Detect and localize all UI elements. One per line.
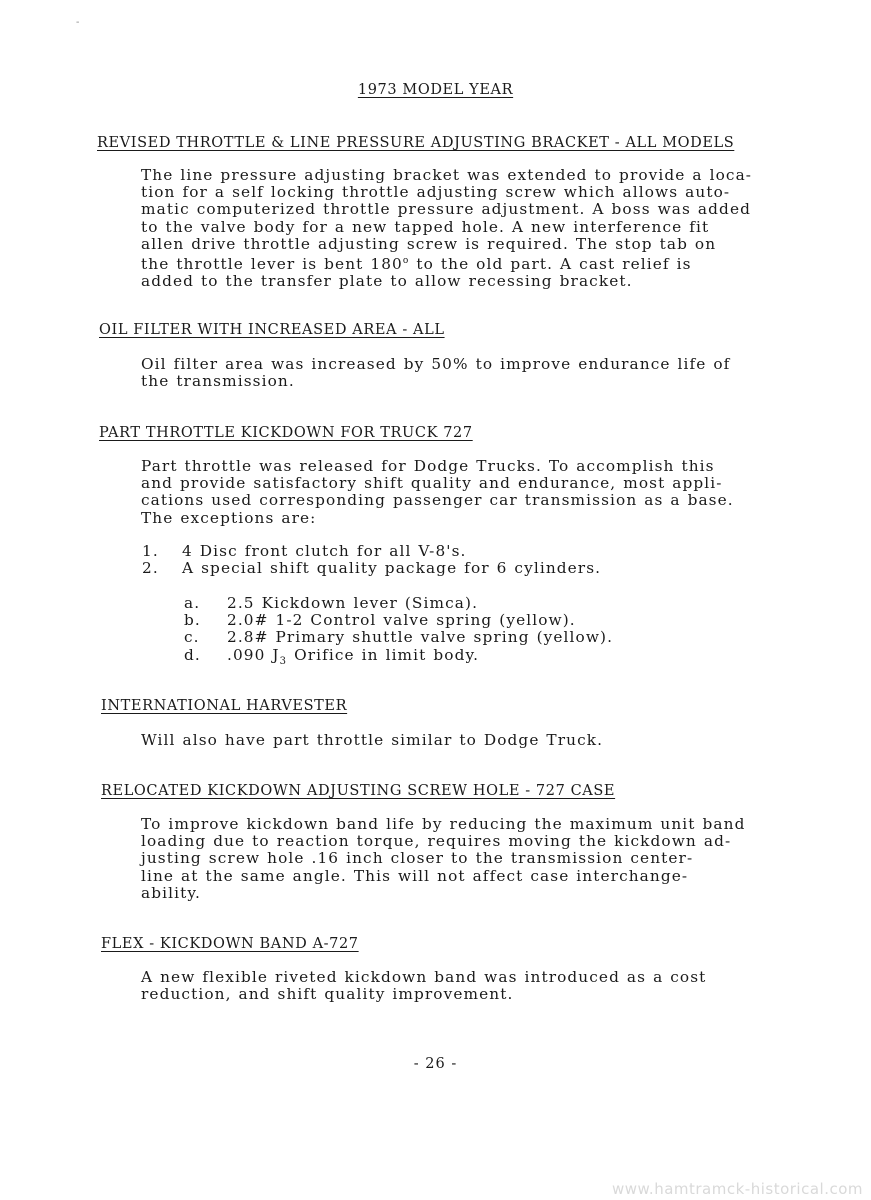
body-line: line at the same angle. This will not affect case interchange-: [141, 866, 689, 885]
body-line: Oil filter area was increased by 50% to improve endurance life of: [141, 355, 731, 373]
body-line: ability.: [141, 883, 202, 902]
list-item-text: .090 J: [227, 645, 280, 664]
body-line: the transmission.: [141, 372, 295, 391]
body-line: reduction, and shift quality improvement.: [141, 985, 514, 1004]
list-marker: 1.: [142, 542, 159, 560]
body-line: The line pressure adjusting bracket was extended to provide a loca-: [141, 166, 753, 184]
body-line: Will also have part throttle similar to Dodge Truck.: [141, 731, 604, 749]
list-item: [184, 629, 613, 646]
section-heading-international-harvester: INTERNATIONAL HARVESTER: [101, 698, 348, 714]
list-item-text: A special shift quality package for 6 cylinders.: [182, 559, 602, 578]
list-marker: 2.: [142, 559, 159, 578]
body-line: to the valve body for a new tapped hole. A new interference fit: [141, 217, 710, 236]
body-line: A new flexible riveted kickdown band was introduced as a cost: [141, 968, 707, 986]
list-marker: d.: [184, 645, 201, 664]
body-line: To improve kickdown band life by reducing the maximum unit band: [141, 815, 746, 833]
list-item: [184, 645, 613, 667]
exceptions-list: [142, 543, 601, 577]
body-line: matic computerized throttle pressure adjustment. A boss was added: [141, 200, 751, 219]
body-line: added to the transfer plate to allow recessing bracket.: [141, 272, 633, 291]
body-line: cations used corresponding passenger car transmission as a base.: [141, 491, 734, 510]
body-line: and provide satisfactory shift quality and endurance, most appli-: [141, 474, 723, 493]
section-body-throttle-bracket: [141, 167, 836, 291]
list-marker: a.: [184, 594, 201, 612]
section-heading-throttle-bracket: REVISED THROTTLE & LINE PRESSURE ADJUSTING BRACKET - ALL MODELS: [97, 135, 735, 151]
section-body-international-harvester: [141, 732, 836, 749]
body-line-text: to the old part. A cast relief is: [409, 255, 692, 274]
body-line: justing screw hole .16 inch closer to the transmission center-: [141, 849, 694, 868]
list-item-text: 4 Disc front clutch for all V-8's.: [182, 542, 467, 560]
section-body-kickdown-screw-hole: [141, 816, 836, 902]
scan-mark: -: [76, 17, 80, 28]
list-marker: c.: [184, 628, 200, 647]
list-item-text: 2.5 Kickdown lever (Simca).: [227, 594, 479, 612]
body-line: The exceptions are:: [141, 508, 317, 527]
watermark: www.hamtramck-historical.com: [612, 1180, 863, 1198]
body-line: tion for a self locking throttle adjusting screw which allows auto-: [141, 183, 731, 202]
list-item: [142, 543, 601, 560]
section-heading-kickdown-screw-hole: RELOCATED KICKDOWN ADJUSTING SCREW HOLE - 727 CASE: [101, 783, 616, 799]
page-title: 1973 MODEL YEAR: [357, 82, 514, 98]
body-line: loading due to reaction torque, requires moving the kickdown ad-: [141, 832, 732, 851]
body-line-text: the throttle lever is bent 180: [141, 255, 403, 274]
list-item: [142, 560, 601, 577]
subscript: 3: [279, 655, 288, 667]
list-item-text: 2.8# Primary shuttle valve spring (yellow).: [227, 628, 614, 647]
section-body-oil-filter: [141, 356, 836, 390]
list-marker: b.: [184, 611, 201, 630]
list-item-text: Orifice in limit body.: [287, 645, 480, 664]
section-body-part-throttle: [141, 458, 836, 527]
list-item: [184, 595, 613, 612]
section-body-flex-band: [141, 969, 836, 1003]
degree-superscript: o: [402, 256, 410, 267]
list-item-text: 2.0# 1-2 Control valve spring (yellow).: [227, 611, 576, 630]
section-heading-flex-band: FLEX - KICKDOWN BAND A-727: [101, 936, 359, 952]
package-sublist: [184, 594, 614, 667]
list-item: [184, 612, 613, 629]
page-number: - 26 -: [413, 1056, 458, 1072]
body-line: Part throttle was released for Dodge Trucks. To accomplish this: [141, 457, 715, 475]
section-heading-part-throttle: PART THROTTLE KICKDOWN FOR TRUCK 727: [99, 425, 473, 441]
body-line: [141, 253, 836, 273]
section-heading-oil-filter: OIL FILTER WITH INCREASED AREA - ALL: [99, 322, 445, 338]
body-line: allen drive throttle adjusting screw is required. The stop tab on: [141, 234, 717, 253]
